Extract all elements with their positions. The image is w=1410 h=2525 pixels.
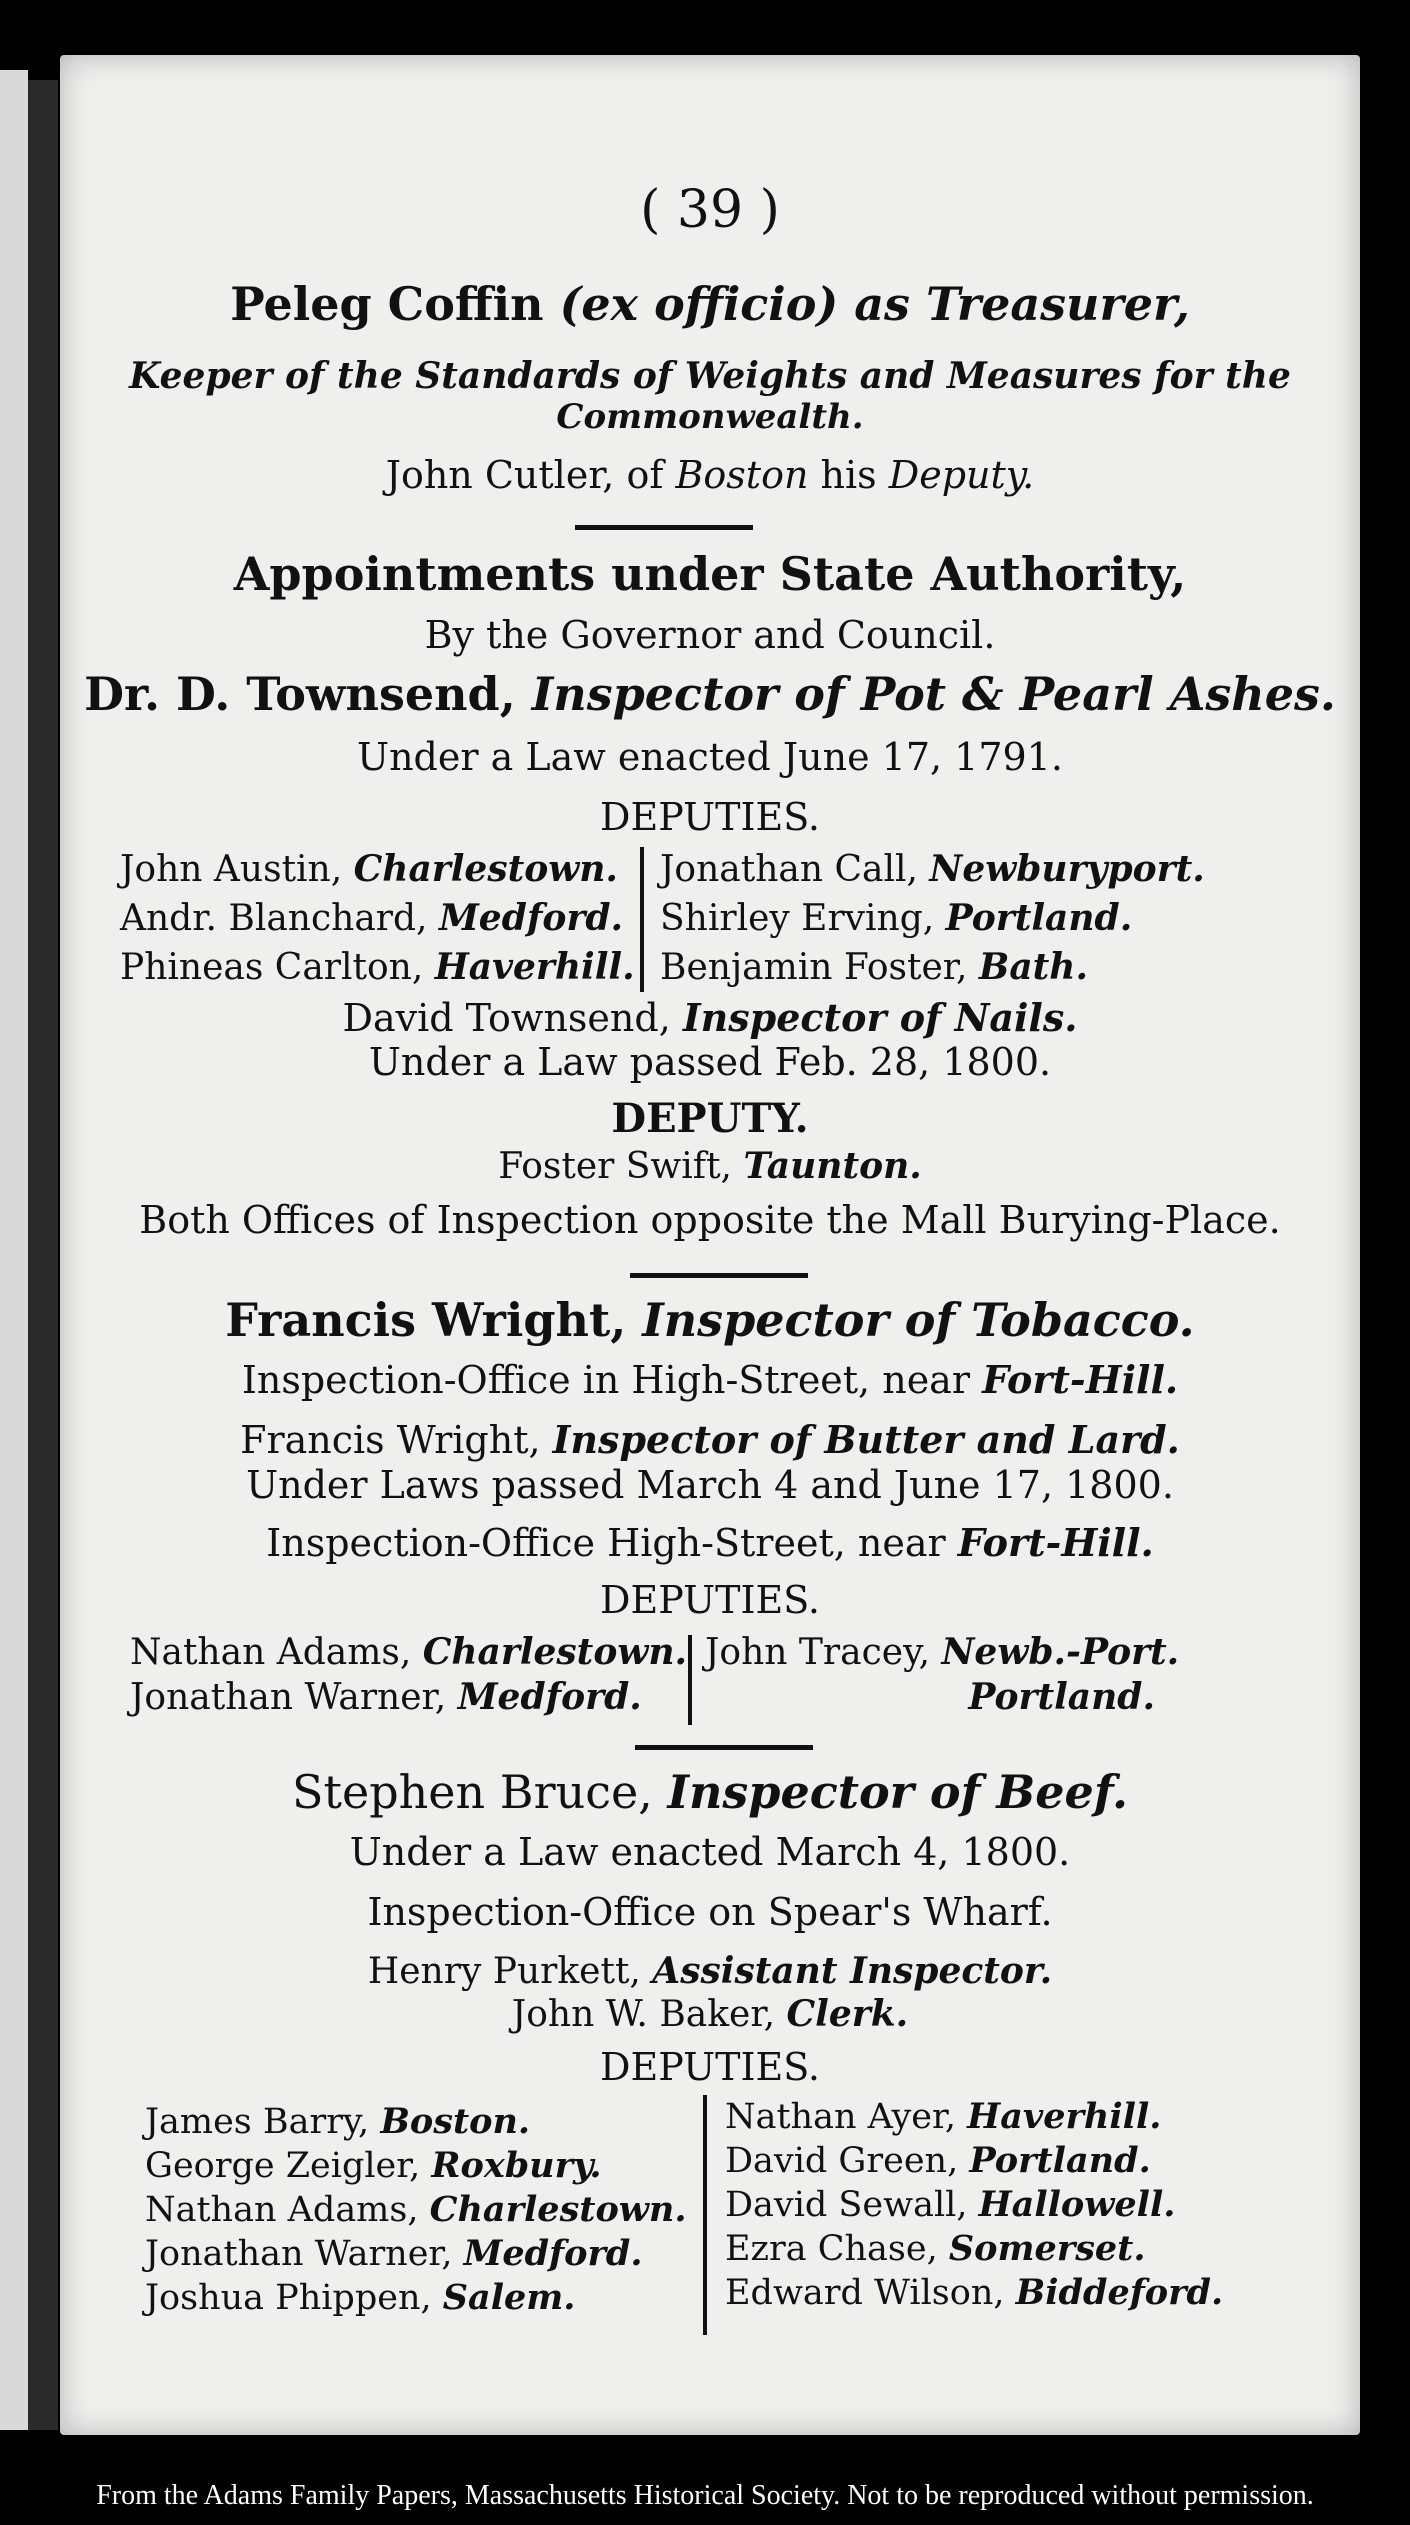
nails-deputy <box>60 1145 1360 1187</box>
deputy-entry <box>725 2095 1223 2139</box>
beef-assistant-name: Henry Purkett, <box>367 1951 653 1992</box>
deputy-name: Jonathan Warner, <box>130 1677 458 1718</box>
deputy-entry <box>725 2139 1223 2183</box>
deputy-entry <box>130 1630 687 1675</box>
deputy-place: Charlestown. <box>422 1631 688 1673</box>
page-number: ( 39 ) <box>640 180 780 240</box>
townsend-role: Inspector of Pot & Pearl Ashes. <box>531 667 1336 721</box>
deputy-connector: his <box>808 453 889 497</box>
deputy-name: Nathan Adams, <box>145 2190 430 2230</box>
treasurer-role: (ex officio) as Treasurer, <box>543 277 1190 331</box>
deputy-entry <box>660 894 1205 943</box>
beef-name: Stephen Bruce, <box>292 1765 668 1819</box>
deputy-name: David Sewall, <box>725 2185 979 2225</box>
deputy-place: Boston <box>675 453 809 497</box>
butter-heading <box>60 1417 1360 1462</box>
beef-assistant <box>60 1950 1360 1992</box>
tobacco-office-text: Inspection-Office in High-Street, near <box>241 1358 983 1402</box>
deputy-entry <box>725 2271 1223 2315</box>
deputy-place: Haverhill. <box>967 2096 1162 2137</box>
deputy-place: Portland. <box>968 1676 1155 1718</box>
deputy-entry <box>660 943 1205 992</box>
deputy-place: Portland. <box>969 2140 1151 2181</box>
appointments-subtitle: By the Governor and Council. <box>424 613 996 657</box>
treasurer-deputy <box>60 453 1360 497</box>
nails-deputy-heading: DEPUTY. <box>611 1095 809 1142</box>
tobacco-office-place: Fort-Hill. <box>982 1357 1179 1402</box>
nails-law: Under a Law passed Feb. 28, 1800. <box>368 1040 1052 1084</box>
deputy-place: Medford. <box>463 2233 643 2274</box>
deputy-place: Haverhill. <box>434 946 635 988</box>
deputy-place: Salem. <box>442 2277 576 2318</box>
deputy-entry <box>145 2144 687 2188</box>
deputy-entry <box>120 845 635 894</box>
nails-name: David Townsend, <box>342 996 683 1040</box>
deputy-entry <box>145 2100 687 2144</box>
deputy-place: Somerset. <box>948 2228 1146 2269</box>
townsend-law: Under a Law enacted June 17, 1791. <box>357 735 1063 779</box>
townsend-deputies-left <box>120 845 635 992</box>
deputy-entry <box>120 894 635 943</box>
tobacco-office <box>60 1357 1360 1402</box>
deputy-place: Medford. <box>457 1676 642 1718</box>
deputy-name: Shirley Erving, <box>660 898 946 939</box>
treasurer-line3: Commonwealth. <box>556 397 864 437</box>
deputy-entry <box>705 1675 1155 1720</box>
deputy-name: John Austin, <box>120 849 354 890</box>
beef-clerk-name: John W. Baker, <box>511 1994 787 2035</box>
deputy-place: Newb.-Port. <box>941 1631 1180 1673</box>
deputy-entry <box>145 2276 687 2320</box>
deputy-place: Charlestown. <box>353 848 618 890</box>
beef-deputies-left <box>145 2100 687 2320</box>
deputy-name: Benjamin Foster, <box>660 947 979 988</box>
deputy-name: Nathan Adams, <box>130 1632 423 1673</box>
column-divider <box>688 1635 692 1725</box>
deputy-name: Andr. Blanchard, <box>120 898 439 939</box>
deputy-place: Charlestown. <box>429 2189 687 2230</box>
copyright-footer: From the Adams Family Papers, Massachusetts Historical Society. Not to be reproduced without permission. <box>96 2480 1314 2511</box>
deputy-name: Jonathan Call, <box>660 849 930 890</box>
deputy-role: Deputy. <box>888 453 1035 497</box>
butter-office <box>60 1520 1360 1565</box>
butter-role: Inspector of Butter and Lard. <box>552 1417 1180 1462</box>
nails-offices: Both Offices of Inspection opposite the Mall Burying-Place. <box>139 1198 1281 1242</box>
beef-clerk <box>60 1993 1360 2035</box>
nails-deputy-place: Taunton. <box>743 1145 922 1187</box>
deputy-place: Biddeford. <box>1015 2272 1224 2313</box>
deputy-name: Edward Wilson, <box>725 2273 1016 2313</box>
deputy-place: Bath. <box>978 946 1089 988</box>
deputy-name: Jonathan Warner, <box>145 2234 464 2274</box>
tobacco-name: Francis Wright, <box>225 1293 643 1347</box>
treasurer-name: Peleg Coffin <box>230 277 544 331</box>
beef-assistant-role: Assistant Inspector. <box>652 1950 1053 1992</box>
divider-rule <box>575 525 753 530</box>
deputy-entry <box>660 845 1205 894</box>
deputy-entry <box>725 2227 1223 2271</box>
treasurer-heading <box>60 277 1360 331</box>
deputy-place: Hallowell. <box>978 2184 1176 2225</box>
townsend-deputies-right <box>660 845 1205 992</box>
column-divider <box>703 2095 707 2335</box>
butter-name: Francis Wright, <box>240 1418 553 1462</box>
deputy-name: Ezra Chase, <box>725 2229 949 2269</box>
butter-law: Under Laws passed March 4 and June 17, 1800. <box>246 1463 1174 1507</box>
nails-heading <box>60 995 1360 1040</box>
townsend-name: Dr. D. Townsend, <box>84 667 532 721</box>
deputy-entry <box>725 2183 1223 2227</box>
deputy-entry <box>145 2188 687 2232</box>
butter-deputies-left <box>130 1630 687 1720</box>
butter-deputies-right <box>705 1630 1180 1720</box>
deputy-entry <box>705 1630 1180 1675</box>
deputy-name: George Zeigler, <box>145 2146 432 2186</box>
beef-deputies-heading: DEPUTIES. <box>600 2045 820 2089</box>
deputy-entry <box>120 943 635 992</box>
beef-law: Under a Law enacted March 4, 1800. <box>349 1830 1071 1874</box>
treasurer-line2: Keeper of the Standards of Weights and Measures for the <box>129 355 1291 397</box>
book-spine-edge <box>0 70 28 2430</box>
deputy-entry <box>130 1675 687 1720</box>
deputy-entry <box>145 2232 687 2276</box>
beef-office: Inspection-Office on Spear's Wharf. <box>367 1890 1053 1934</box>
divider-rule <box>630 1273 808 1278</box>
deputy-name: David Green, <box>725 2141 970 2181</box>
butter-office-text: Inspection-Office High-Street, near <box>266 1521 958 1565</box>
townsend-heading <box>60 667 1360 721</box>
deputy-name: Joshua Phippen, <box>145 2278 443 2318</box>
nails-role: Inspector of Nails. <box>682 995 1078 1040</box>
nails-deputy-name: Foster Swift, <box>498 1146 744 1187</box>
beef-heading <box>60 1765 1360 1819</box>
beef-clerk-role: Clerk. <box>786 1993 909 2035</box>
divider-rule <box>635 1745 813 1750</box>
deputy-place: Boston. <box>380 2101 531 2142</box>
beef-deputies-right <box>725 2095 1223 2315</box>
butter-office-place: Fort-Hill. <box>957 1520 1154 1565</box>
beef-role: Inspector of Beef. <box>667 1765 1128 1819</box>
document-page <box>60 55 1360 2435</box>
deputy-place: Roxbury. <box>431 2145 602 2186</box>
butter-deputies-heading: DEPUTIES. <box>600 1578 820 1622</box>
townsend-deputies-heading: DEPUTIES. <box>600 795 820 839</box>
deputy-name: Phineas Carlton, <box>120 947 435 988</box>
deputy-name: John Cutler, of <box>385 453 676 497</box>
tobacco-heading <box>60 1293 1360 1347</box>
deputy-place: Portland. <box>945 897 1133 939</box>
tobacco-role: Inspector of Tobacco. <box>642 1293 1195 1347</box>
book-gutter <box>28 80 58 2430</box>
column-divider <box>640 847 644 992</box>
deputy-name: James Barry, <box>145 2102 381 2142</box>
deputy-place: Newburyport. <box>929 848 1205 890</box>
deputy-name: John Tracey, <box>705 1632 942 1673</box>
deputy-name: Nathan Ayer, <box>725 2097 968 2137</box>
deputy-place: Medford. <box>438 897 624 939</box>
appointments-title: Appointments under State Authority, <box>233 547 1187 601</box>
